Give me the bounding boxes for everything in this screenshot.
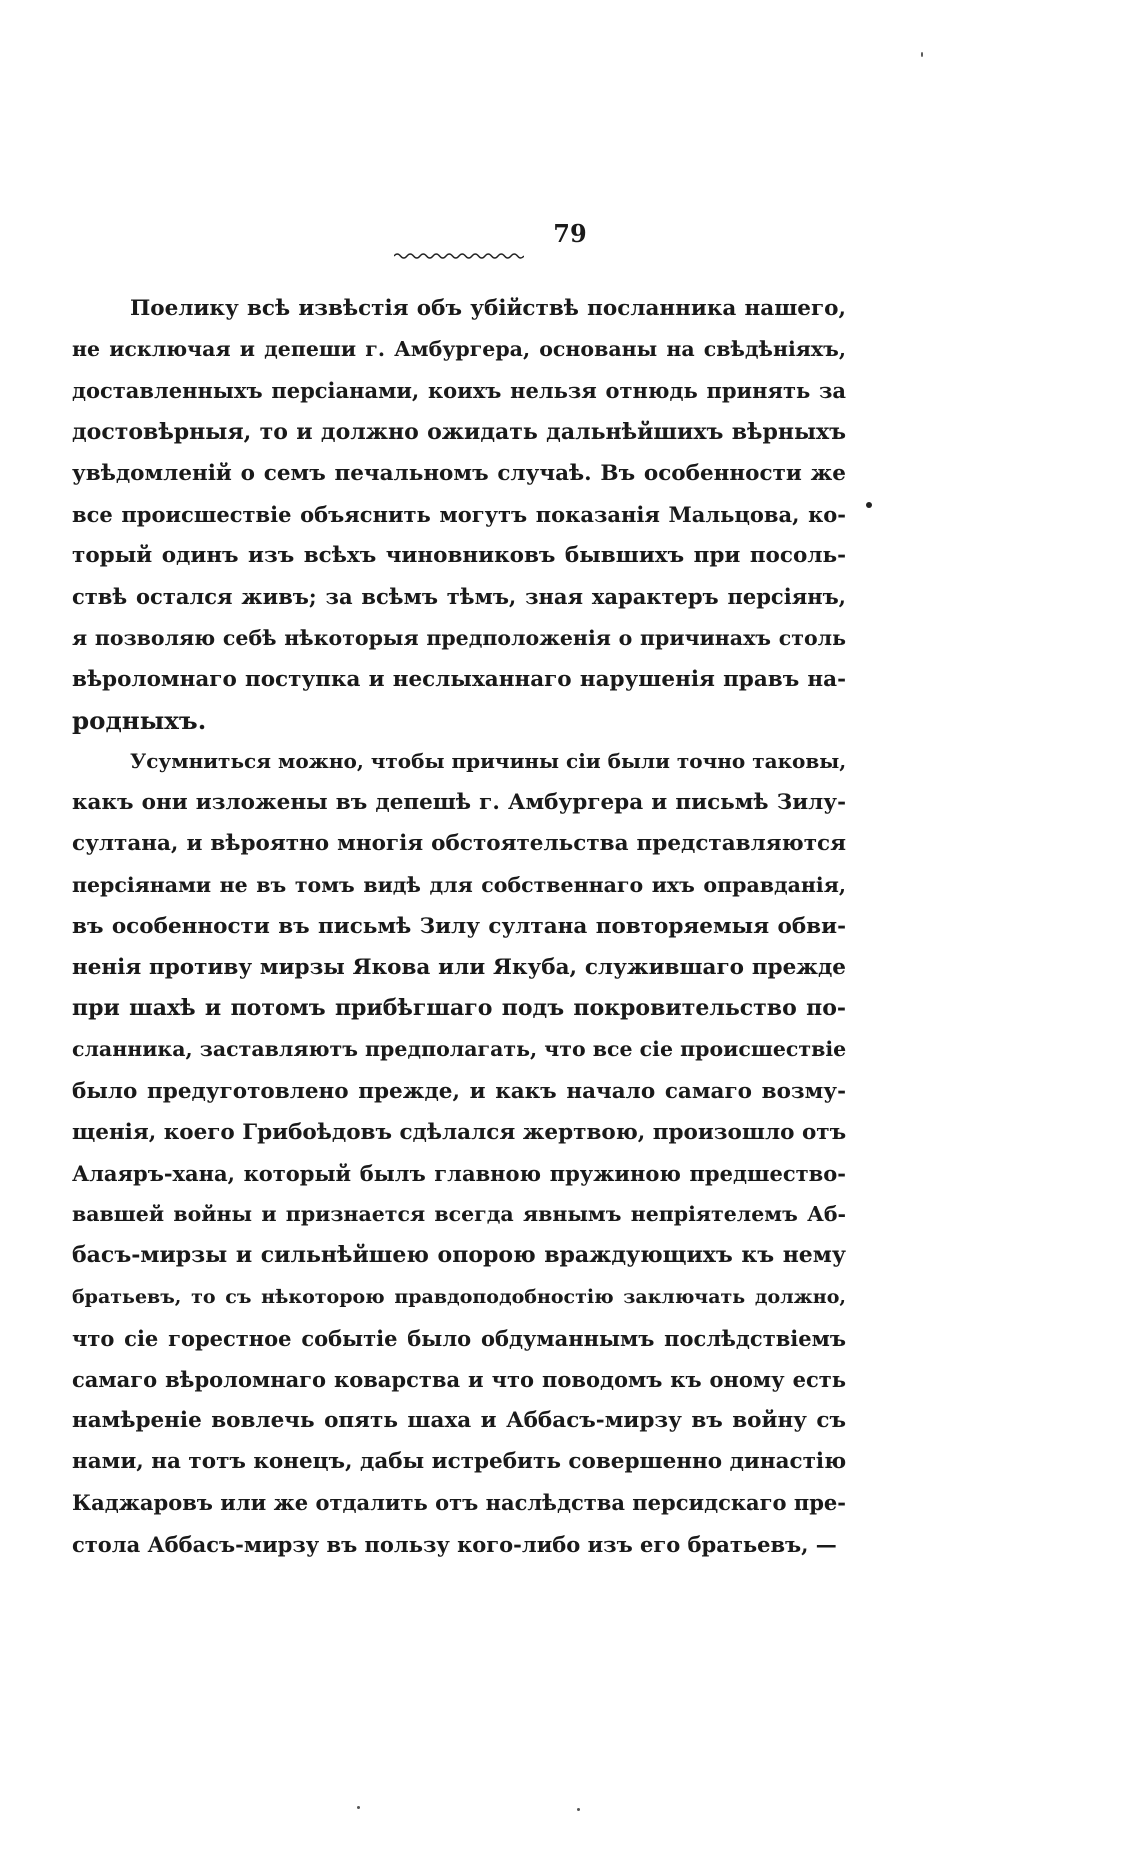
text-line: не исключая и депеши г. Амбургера, основаны на свѣдѣніяхъ,: [72, 337, 846, 362]
text-line: я позволяю себѣ нѣкоторыя предположенія о причинахъ столь: [72, 625, 846, 650]
text-line: нами, на тотъ конецъ, дабы истребить совершенно династію: [72, 1449, 847, 1475]
text-line: вѣроломнаго поступка и неслыханнаго нарушенія правъ на-: [72, 666, 846, 692]
text-line: персіянами не въ томъ видѣ для собственнаго ихъ оправданія,: [72, 872, 846, 897]
text-line: вавшей войны и признается всегда явнымъ непріятелемъ Аб-: [72, 1202, 846, 1227]
margin-dot: [866, 502, 872, 508]
text-line: что сіе горестное событіе было обдуманнымъ послѣдствіемъ: [72, 1325, 846, 1351]
text-line: ненія противу мирзы Якова или Якуба, служившаго прежде: [72, 955, 846, 980]
text-line: все происшествіе объяснить могутъ показанія Мальцова, ко-: [72, 501, 846, 527]
text-line: доставленныхъ персіанами, коихъ нельзя отнюдь принять за: [72, 378, 846, 404]
text-line: увѣдомленій о семъ печальномъ случаѣ. Въ особенности же: [72, 460, 846, 486]
text-line: султана, и вѣроятно многія обстоятельства представляются: [72, 831, 846, 857]
text-line: братьевъ, то съ нѣкоторою правдоподобностію заключать должно,: [72, 1285, 846, 1308]
text-line: намѣреніе вовлечь опять шаха и Аббасъ-мирзу въ войну съ: [72, 1408, 846, 1434]
text-line: Усумниться можно, чтобы причины сіи были точно таковы,: [130, 749, 847, 774]
text-line: достовѣрныя, то и должно ожидать дальнѣйшихъ вѣрныхъ: [72, 418, 846, 445]
text-line: было предуготовлено прежде, и какъ начало самаго возму-: [72, 1078, 846, 1104]
body-text: [72, 288, 846, 1565]
text-line: Поелику всѣ извѣстія объ убійствѣ посланника нашего,: [130, 296, 846, 321]
scan-speck: [357, 1806, 360, 1809]
text-line: торый одинъ изъ всѣхъ чиновниковъ бывшихъ при посоль-: [72, 543, 846, 569]
text-line: ствѣ остался живъ; за всѣмъ тѣмъ, зная характеръ персіянъ,: [72, 584, 846, 610]
text-line: родныхъ.: [72, 705, 207, 735]
text-line: въ особенности въ письмѣ Зилу султана повторяемыя обви-: [72, 913, 846, 939]
text-line: при шахѣ и потомъ прибѣгшаго подъ покровительство по-: [72, 995, 846, 1022]
text-line: сланника, заставляютъ предполагать, что все сіе происшествіе: [72, 1037, 847, 1062]
scan-speck: [577, 1808, 580, 1811]
scan-speck: [921, 52, 923, 57]
text-line: стола Аббасъ-мирзу въ пользу кого-либо изъ его братьевъ, —: [72, 1531, 837, 1557]
text-line: Каджаровъ или же отдалить отъ наслѣдства персидскаго пре-: [72, 1490, 846, 1516]
paragraph: [72, 741, 846, 1565]
text-line: Алаяръ-хана, который былъ главною пружиною предшество-: [72, 1160, 846, 1186]
paragraph: [72, 288, 846, 741]
page-number-ornament: [394, 252, 524, 260]
text-line: какъ они изложены въ депешѣ г. Амбургера и письмѣ Зилу-: [72, 790, 846, 816]
text-line: щенія, коего Грибоѣдовъ сдѣлался жертвою, произошло отъ: [72, 1119, 847, 1145]
text-line: самаго вѣроломнаго коварства и что поводомъ къ оному есть: [72, 1366, 846, 1392]
page-number: 79: [553, 219, 587, 248]
text-line: басъ-мирзы и сильнѣйшею опорою враждующихъ къ нему: [72, 1242, 846, 1269]
